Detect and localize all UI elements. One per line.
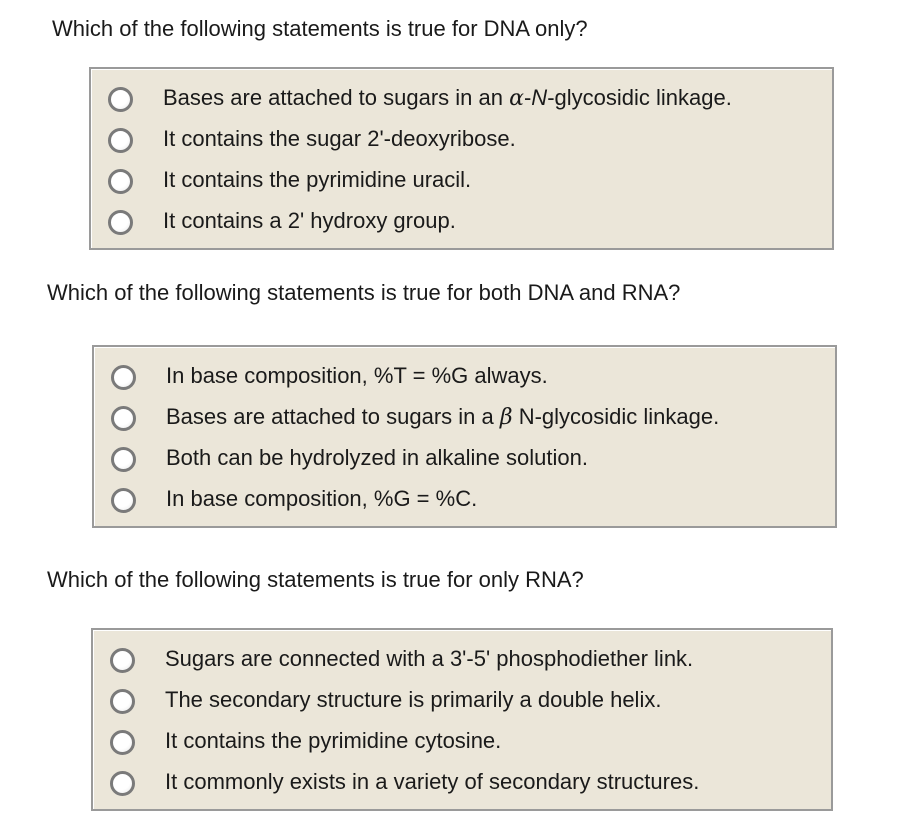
question-3-option-3[interactable] xyxy=(93,721,831,762)
question-2-text: Which of the following statements is true for both DNA and RNA? xyxy=(47,280,681,305)
question-2-option-4[interactable] xyxy=(94,479,835,520)
radio-button[interactable] xyxy=(111,406,136,431)
question-1-text: Which of the following statements is true for DNA only? xyxy=(52,16,588,41)
question-1-option-4[interactable] xyxy=(91,201,832,242)
question-1-option-1[interactable] xyxy=(91,78,832,119)
option-label[interactable]: It contains the pyrimidine uracil. xyxy=(163,167,472,192)
option-label[interactable]: Sugars are connected with a 3'-5' phosphodiether link. xyxy=(165,646,694,671)
option-label[interactable]: In base composition, %T = %G always. xyxy=(166,363,548,388)
radio-button[interactable] xyxy=(110,689,135,714)
option-label[interactable]: The secondary structure is primarily a double helix. xyxy=(165,687,662,712)
radio-button[interactable] xyxy=(110,648,135,673)
option-label[interactable]: In base composition, %G = %C. xyxy=(166,486,478,511)
radio-button[interactable] xyxy=(111,447,136,472)
question-3-option-2[interactable] xyxy=(93,680,831,721)
radio-button[interactable] xyxy=(108,87,133,112)
option-label[interactable]: It contains the sugar 2'-deoxyribose. xyxy=(163,126,516,151)
question-3-text: Which of the following statements is true for only RNA? xyxy=(47,567,584,592)
radio-button[interactable] xyxy=(110,730,135,755)
radio-button[interactable] xyxy=(110,771,135,796)
question-1-options xyxy=(89,67,834,250)
question-1-option-3[interactable] xyxy=(91,160,832,201)
question-2-option-2[interactable] xyxy=(94,397,835,438)
option-label[interactable]: It contains the pyrimidine cytosine. xyxy=(165,728,502,753)
question-2-options xyxy=(92,345,837,528)
question-2-option-1[interactable] xyxy=(94,356,835,397)
option-label[interactable]: Bases are attached to sugars in a β N-glycosidic linkage. xyxy=(166,404,720,430)
radio-button[interactable] xyxy=(108,128,133,153)
question-3-option-1[interactable] xyxy=(93,639,831,680)
question-1-option-2[interactable] xyxy=(91,119,832,160)
alpha-symbol: α xyxy=(509,86,524,111)
option-label[interactable]: Bases are attached to sugars in an α-N-glycosidic linkage. xyxy=(163,85,732,111)
option-label[interactable]: Both can be hydrolyzed in alkaline solution. xyxy=(166,445,588,470)
option-label[interactable]: It commonly exists in a variety of secondary structures. xyxy=(165,769,700,794)
question-2-option-3[interactable] xyxy=(94,438,835,479)
question-3-options xyxy=(91,628,833,811)
question-3-option-4[interactable] xyxy=(93,762,831,803)
option-label[interactable]: It contains a 2' hydroxy group. xyxy=(163,208,456,233)
radio-button[interactable] xyxy=(108,169,133,194)
radio-button[interactable] xyxy=(111,365,136,390)
radio-button[interactable] xyxy=(111,488,136,513)
beta-symbol: β xyxy=(499,405,513,430)
radio-button[interactable] xyxy=(108,210,133,235)
